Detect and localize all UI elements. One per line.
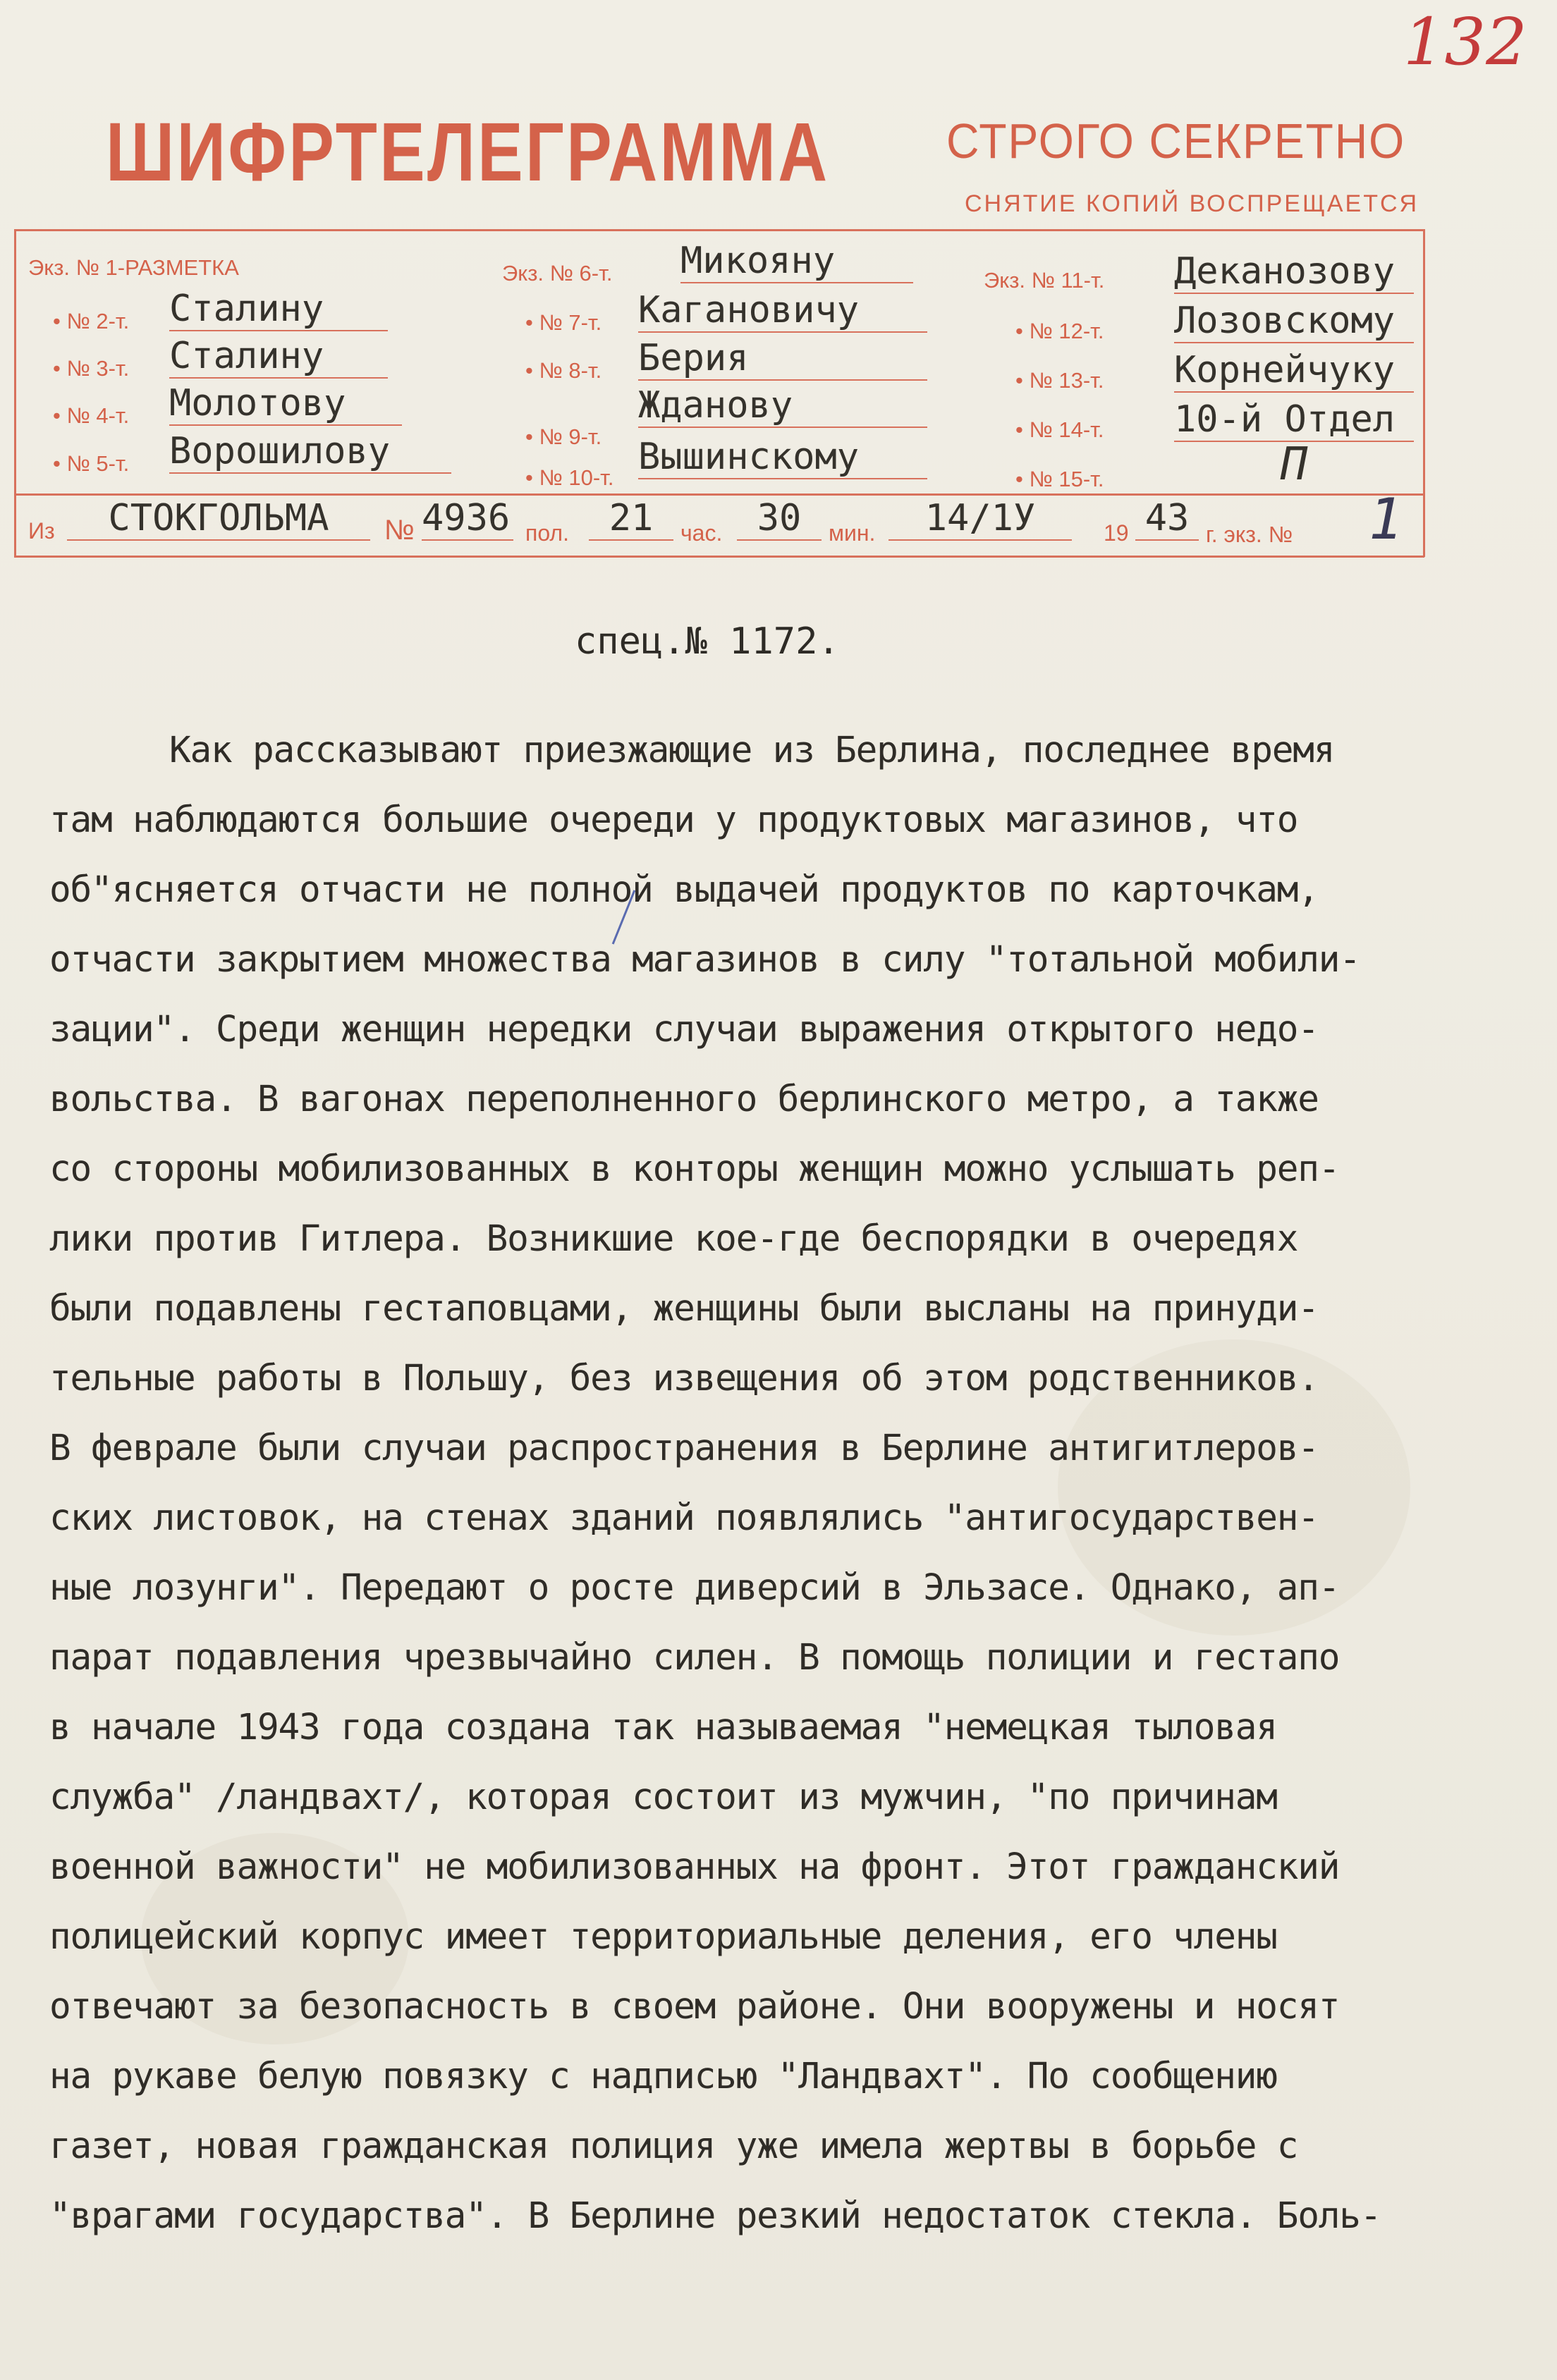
body-line: зации". Среди женщин нередки случаи выражения открытого недо- bbox=[49, 1009, 1319, 1050]
copy-11-label: Экз. № 11-т. bbox=[984, 268, 1105, 293]
copy-4-recipient: Молотову bbox=[169, 382, 402, 426]
copy-10-recipient: Вышинскому bbox=[638, 436, 927, 479]
body-line: газет, новая гражданская полиция уже имела жертвы в борьбе с bbox=[49, 2126, 1298, 2167]
copy-7-recipient: Кагановичу bbox=[638, 289, 927, 333]
body-line: ные лозунги". Передают о росте диверсий в Эльзасе. Однако, ап- bbox=[49, 1567, 1340, 1609]
copy-10-label: • № 10-т. bbox=[525, 465, 614, 490]
body-line: полицейский корпус имеет территориальные деления, его члены bbox=[49, 1916, 1277, 1958]
year-prefix: 19 bbox=[1104, 520, 1129, 546]
copy-9-recipient: Жданову bbox=[638, 384, 927, 428]
form-right-rule bbox=[1423, 229, 1425, 557]
body-line: лики против Гитлера. Возникшие кое-где беспорядки в очередях bbox=[49, 1218, 1298, 1260]
body-line: со стороны мобилизованных в конторы женщин можно услышать реп- bbox=[49, 1148, 1340, 1190]
body-line: парат подавления чрезвычайно силен. В помощь полиции и гестапо bbox=[49, 1637, 1340, 1679]
copy-5-label: • № 5-т. bbox=[53, 451, 130, 476]
received-date: 14/1У bbox=[889, 497, 1072, 541]
copy-4-label: • № 4-т. bbox=[53, 403, 130, 428]
body-line: тельные работы в Польшу, без извещения об этом родственников. bbox=[49, 1358, 1319, 1399]
body-line: В феврале были случаи распространения в Берлине антигитлеров- bbox=[49, 1428, 1319, 1469]
form-top-rule bbox=[14, 229, 1424, 231]
copy-6-label: Экз. № 6-т. bbox=[502, 261, 613, 286]
copy-3-label: • № 3-т. bbox=[53, 356, 130, 381]
received-minute: 30 bbox=[737, 497, 822, 541]
body-line: ских листовок, на стенах зданий появлялись "антигосударствен- bbox=[49, 1497, 1319, 1539]
body-line: на рукаве белую повязку с надписью "Ландвахт". По сообщению bbox=[49, 2056, 1277, 2097]
form-left-rule bbox=[14, 229, 16, 557]
body-line: отчасти закрытием множества магазинов в силу "тотальной мобили- bbox=[49, 939, 1360, 981]
copy-13-recipient: Корнейчуку bbox=[1174, 349, 1414, 393]
from-city: СТОКГОЛЬМА bbox=[67, 497, 370, 541]
page-number: 132 bbox=[1403, 4, 1527, 80]
body-line: служба" /ландвахт/, которая состоит из мужчин, "по причинам bbox=[49, 1777, 1277, 1818]
copy-1-label: Экз. № 1-РАЗМЕТКА bbox=[28, 255, 239, 280]
body-line: "врагами государства". В Берлине резкий недостаток стекла. Боль- bbox=[49, 2195, 1381, 2237]
copy-notice: СНЯТИЕ КОПИЙ ВОСПРЕЩАЕТСЯ bbox=[965, 190, 1419, 217]
body-line: военной важности" не мобилизованных на фронт. Этот гражданский bbox=[49, 1846, 1340, 1888]
classification-label: СТРОГО СЕКРЕТНО bbox=[946, 114, 1406, 168]
copy-13-label: • № 13-т. bbox=[1015, 368, 1104, 393]
body-line: в начале 1943 года создана так называемая "немецкая тыловая bbox=[49, 1707, 1277, 1748]
form-mid-rule bbox=[14, 493, 1424, 496]
body-line: отвечают за безопасность в своем районе. Они вооружены и носят bbox=[49, 1986, 1340, 2028]
copy-8-recipient: Берия bbox=[638, 337, 927, 381]
copy-7-label: • № 7-т. bbox=[525, 310, 602, 335]
number-label: № bbox=[384, 515, 415, 546]
copy-5-recipient: Ворошилову bbox=[169, 430, 451, 474]
copy-14-label: • № 14-т. bbox=[1015, 417, 1104, 442]
body-line: Как рассказывают приезжающие из Берлина, последнее время bbox=[169, 730, 1335, 771]
body-line: были подавлены гестаповцами, женщины были высланы на принуди- bbox=[49, 1288, 1319, 1330]
body-line: вольства. В вагонах переполненного берлинского метро, а также bbox=[49, 1079, 1319, 1120]
received-hour: 21 bbox=[589, 497, 673, 541]
copy-2-label: • № 2-т. bbox=[53, 309, 130, 333]
copy-15-mark: П bbox=[1280, 438, 1308, 491]
from-label: Из bbox=[28, 518, 55, 544]
telegram-number: 4936 bbox=[422, 497, 513, 541]
spec-number: спец.№ 1172. bbox=[575, 620, 840, 663]
copy-9-label: • № 9-т. bbox=[525, 424, 602, 449]
form-title: ШИФРТЕЛЕГРАММА bbox=[106, 106, 830, 199]
copy-6-recipient: Микояну bbox=[680, 240, 913, 283]
received-year: 43 bbox=[1135, 497, 1199, 541]
copy-11-recipient: Деканозову bbox=[1174, 250, 1414, 294]
hour-label: час. bbox=[680, 520, 723, 546]
received-label: пол. bbox=[525, 520, 569, 546]
copy-8-label: • № 8-т. bbox=[525, 358, 602, 383]
body-line: об"ясняется отчасти не полной выдачей продуктов по карточкам, bbox=[49, 869, 1319, 911]
copy-15-label: • № 15-т. bbox=[1015, 467, 1104, 491]
copy-12-label: • № 12-т. bbox=[1015, 319, 1104, 343]
telegram-body bbox=[49, 716, 1502, 2251]
copy-12-recipient: Лозовскому bbox=[1174, 300, 1414, 343]
copy-2-recipient: Сталину bbox=[169, 288, 388, 331]
copy-3-recipient: Сталину bbox=[169, 335, 388, 379]
minute-label: мин. bbox=[829, 520, 876, 546]
copy-14-recipient: 10-й Отдел bbox=[1174, 398, 1414, 442]
form-bottom-rule bbox=[14, 556, 1424, 558]
copy-number-mark: 1 bbox=[1368, 486, 1403, 552]
year-copy-label: г. экз. № bbox=[1206, 522, 1293, 547]
body-line: там наблюдаются большие очереди у продуктовых магазинов, что bbox=[49, 799, 1298, 841]
